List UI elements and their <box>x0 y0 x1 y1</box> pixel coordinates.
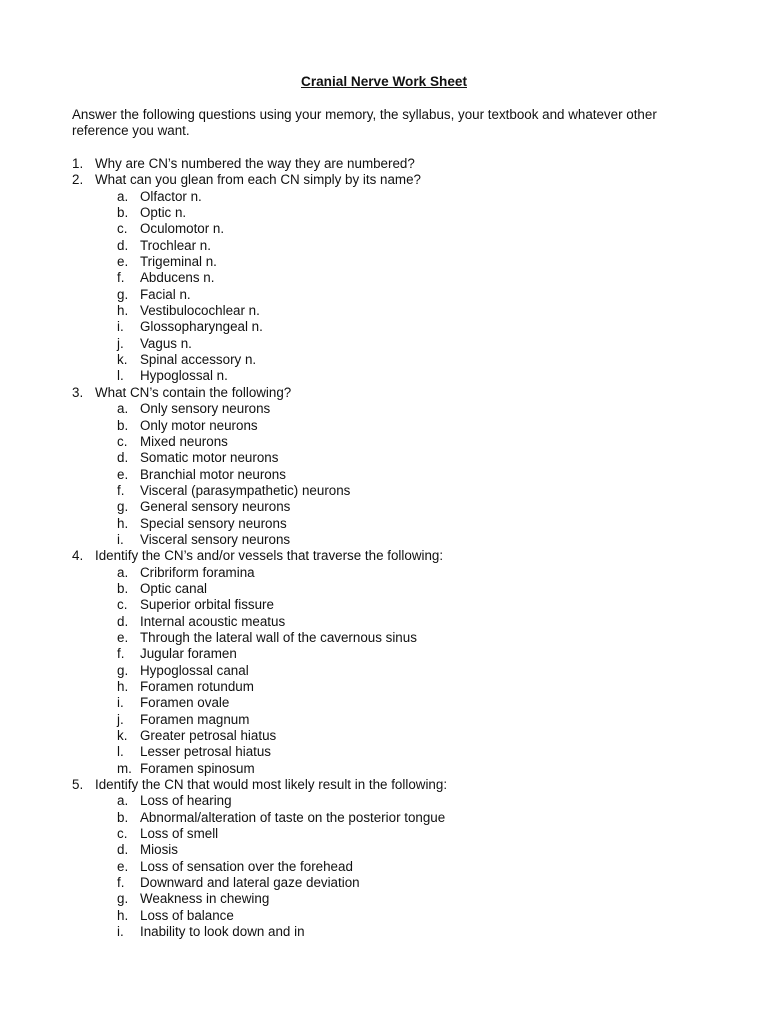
page-title: Cranial Nerve Work Sheet <box>301 74 467 89</box>
sub-item-text: Loss of hearing <box>140 793 232 809</box>
sub-item-letter: e. <box>117 254 129 270</box>
sub-item <box>72 842 712 858</box>
sub-item-text: Greater petrosal hiatus <box>140 728 277 744</box>
sub-item-letter: i. <box>117 319 124 335</box>
sub-item-text: Optic n. <box>140 205 187 221</box>
sub-item-letter: f. <box>117 875 125 891</box>
sub-item-letter: b. <box>117 580 129 596</box>
sub-item-text: Visceral sensory neurons <box>140 531 291 547</box>
question-item <box>72 385 712 548</box>
sub-item-text: Vestibulocochlear n. <box>140 303 260 319</box>
sub-item-text: Foramen rotundum <box>140 679 254 694</box>
sub-item <box>72 810 712 826</box>
sub-item <box>72 908 712 924</box>
sub-item-text: Facial n. <box>140 286 191 302</box>
sub-item <box>72 891 712 907</box>
sub-item <box>72 401 712 417</box>
sub-item-text: Hypoglossal n. <box>140 368 228 384</box>
sub-item-letter: l. <box>117 368 124 384</box>
sub-item-letter: g. <box>117 662 129 678</box>
sub-item-text: Loss of sensation over the forehead <box>140 858 353 874</box>
sub-item-text: Cribriform foramina <box>140 564 255 580</box>
sub-item-text: Olfactor n. <box>140 188 202 204</box>
question-number: 4. <box>72 548 84 564</box>
question-list <box>72 156 712 941</box>
sub-item-text: Internal acoustic meatus <box>140 613 286 629</box>
question-item <box>72 172 712 384</box>
sub-item-list <box>72 793 712 940</box>
sub-item-text: Foramen magnum <box>140 711 250 727</box>
sub-item-text: Optic canal <box>140 580 207 596</box>
sub-item-letter: h. <box>117 907 129 923</box>
question-text: What can you glean from each CN simply by its name? <box>95 172 421 188</box>
sub-item-letter: e. <box>117 629 129 645</box>
sub-item-letter: j. <box>117 335 124 351</box>
sub-item-letter: d. <box>117 237 129 253</box>
sub-item-letter: l. <box>117 744 124 760</box>
sub-item-text: Somatic motor neurons <box>140 450 279 466</box>
sub-item-letter: c. <box>117 826 128 842</box>
sub-item-letter: h. <box>117 515 129 531</box>
sub-item-text: Trochlear n. <box>140 237 211 253</box>
sub-item-letter: b. <box>117 205 129 221</box>
sub-item-text: Only motor neurons <box>140 417 258 433</box>
sub-item <box>72 336 712 352</box>
sub-item <box>72 695 712 711</box>
question-line <box>72 172 712 188</box>
sub-item <box>72 516 712 532</box>
sub-item-letter: d. <box>117 450 129 466</box>
sub-item-letter: h. <box>117 303 129 319</box>
question-number: 1. <box>72 156 84 171</box>
question-text: Identify the CN that would most likely result in the following: <box>95 777 448 793</box>
sub-item <box>72 826 712 842</box>
sub-item-text: Through the lateral wall of the cavernous sinus <box>140 629 417 645</box>
sub-item-letter: b. <box>117 417 129 433</box>
sub-item-text: Vagus n. <box>140 335 192 351</box>
sub-item-text: Special sensory neurons <box>140 515 287 531</box>
sub-item <box>72 565 712 581</box>
sub-item <box>72 875 712 891</box>
sub-item <box>72 663 712 679</box>
sub-item-letter: d. <box>117 613 129 629</box>
sub-item-letter: b. <box>117 809 129 825</box>
sub-item <box>72 287 712 303</box>
sub-item-letter: a. <box>117 793 129 809</box>
sub-item-text: Downward and lateral gaze deviation <box>140 875 360 891</box>
sub-item-letter: i. <box>117 924 124 940</box>
sub-item <box>72 189 712 205</box>
sub-item-letter: c. <box>117 433 128 449</box>
sub-item <box>72 368 712 384</box>
question-number: 3. <box>72 384 84 400</box>
sub-item-letter: f. <box>117 482 125 498</box>
sub-item-text: Only sensory neurons <box>140 401 271 417</box>
sub-item-text: General sensory neurons <box>140 499 291 515</box>
sub-item-text: Glossopharyngeal n. <box>140 319 263 335</box>
sub-item <box>72 924 712 940</box>
sub-item-letter: m. <box>117 760 132 776</box>
sub-item-text: Foramen ovale <box>140 695 230 711</box>
sub-item <box>72 238 712 254</box>
sub-item-letter: c. <box>117 597 128 613</box>
sub-item-letter: d. <box>117 842 129 858</box>
question-number: 5. <box>72 777 84 793</box>
sub-item <box>72 679 712 695</box>
question-line <box>72 156 712 172</box>
sub-item <box>72 450 712 466</box>
sub-item <box>72 467 712 483</box>
sub-item <box>72 614 712 630</box>
sub-item <box>72 630 712 646</box>
sub-item-letter: e. <box>117 466 129 482</box>
sub-item-letter: a. <box>117 188 129 204</box>
question-text: Identify the CN’s and/or vessels that traverse the following: <box>95 548 444 564</box>
sub-item <box>72 532 712 548</box>
sub-item-text: Lesser petrosal hiatus <box>140 744 272 760</box>
sub-item-text: Spinal accessory n. <box>140 352 257 368</box>
sub-item-text: Miosis <box>140 842 178 858</box>
sub-item-letter: a. <box>117 401 129 417</box>
question-line <box>72 777 712 793</box>
sub-item-letter: i. <box>117 695 124 711</box>
sub-item-letter: k. <box>117 728 128 744</box>
sub-item <box>72 434 712 450</box>
sub-item <box>72 744 712 760</box>
sub-item <box>72 270 712 286</box>
sub-item-text: Loss of smell <box>140 826 219 842</box>
question-line <box>72 385 712 401</box>
sub-item <box>72 728 712 744</box>
intro-paragraph: Answer the following questions using your memory, the syllabus, your textbook and whatever other reference you want. <box>72 107 657 139</box>
sub-item-letter: j. <box>117 711 124 727</box>
sub-item-letter: f. <box>117 646 125 662</box>
sub-item-letter: k. <box>117 352 128 368</box>
sub-item-text: Visceral (parasympathetic) neurons <box>140 482 351 498</box>
sub-item <box>72 597 712 613</box>
sub-item-text: Branchial motor neurons <box>140 466 286 482</box>
sub-item-text: Inability to look down and in <box>140 924 305 940</box>
sub-item-list <box>72 565 712 777</box>
sub-item-letter: e. <box>117 858 129 874</box>
sub-item <box>72 646 712 662</box>
sub-item-text: Oculomotor n. <box>140 221 225 237</box>
sub-item-letter: i. <box>117 531 124 547</box>
question-item <box>72 156 712 172</box>
sub-item <box>72 254 712 270</box>
sub-item-letter: h. <box>117 679 129 694</box>
question-text: Why are CN’s numbered the way they are numbered? <box>95 156 415 171</box>
sub-item <box>72 319 712 335</box>
sub-item <box>72 793 712 809</box>
sub-item-list <box>72 189 712 385</box>
sub-item <box>72 499 712 515</box>
sub-item-letter: g. <box>117 891 129 907</box>
sub-item-letter: f. <box>117 270 125 286</box>
sub-item-text: Abnormal/alteration of taste on the posterior tongue <box>140 809 446 825</box>
sub-item <box>72 303 712 319</box>
sub-item <box>72 712 712 728</box>
sub-item-text: Loss of balance <box>140 907 234 923</box>
sub-item <box>72 761 712 777</box>
question-item <box>72 777 712 940</box>
sub-item-text: Hypoglossal canal <box>140 662 249 678</box>
sub-item <box>72 352 712 368</box>
sub-item-text: Mixed neurons <box>140 433 228 449</box>
sub-item <box>72 205 712 221</box>
sub-item <box>72 859 712 875</box>
sub-item-letter: g. <box>117 286 129 302</box>
sub-item-letter: c. <box>117 221 128 237</box>
question-item <box>72 548 712 777</box>
sub-item-text: Trigeminal n. <box>140 254 217 270</box>
sub-item-letter: g. <box>117 499 129 515</box>
sub-item <box>72 418 712 434</box>
sub-item <box>72 483 712 499</box>
sub-item-text: Weakness in chewing <box>140 891 270 907</box>
question-number: 2. <box>72 172 84 188</box>
sub-item-text: Jugular foramen <box>140 646 237 662</box>
question-line <box>72 548 712 564</box>
sub-item-text: Foramen spinosum <box>140 760 255 776</box>
sub-item <box>72 221 712 237</box>
sub-item-letter: a. <box>117 564 129 580</box>
sub-item-text: Abducens n. <box>140 270 215 286</box>
sub-item-list <box>72 401 712 548</box>
question-text: What CN’s contain the following? <box>95 384 292 400</box>
sub-item <box>72 581 712 597</box>
sub-item-text: Superior orbital fissure <box>140 597 274 613</box>
